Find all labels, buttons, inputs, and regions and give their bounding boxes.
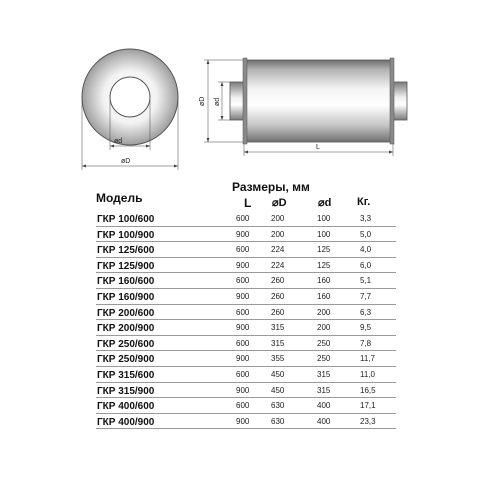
header-model: Модель [96,191,143,205]
header-D: ⌀D [272,197,287,209]
cell-model: ГКР 400/600 [97,401,155,413]
header-d: ⌀d [318,197,332,209]
cell-d: 315 [317,385,331,395]
cell-model: ГКР 315/600 [97,369,155,381]
table-title: Размеры, мм [232,180,310,194]
body [244,60,393,142]
cell-D: 450 [271,385,285,395]
header-L: L [244,196,252,210]
cell-model: ГКР 315/900 [97,385,155,397]
cell-L: 900 [236,354,250,364]
table-row [96,305,396,321]
cell-model: ГКР 100/900 [97,229,155,241]
table-row [96,351,396,367]
cell-D: 224 [271,260,285,270]
front-view [82,49,178,170]
dimensions-table [96,211,396,429]
table-row [96,383,396,399]
cell-L: 900 [236,260,250,270]
cell-L: 900 [236,323,250,333]
cell-model: ГКР 250/600 [97,338,155,350]
side-view [199,58,407,156]
cell-model: ГКР 160/900 [97,291,155,303]
cell-kg: 7,7 [360,291,372,301]
cell-d: 200 [317,307,331,317]
cell-D: 224 [271,245,285,255]
cell-model: ГКР 125/900 [97,260,155,272]
cell-model: ГКР 250/900 [97,354,155,366]
table-row [96,336,396,352]
cell-L: 900 [236,291,250,301]
cell-d: 160 [317,276,331,286]
label-d-front: ød [114,138,123,145]
cell-d: 125 [317,260,331,270]
cell-kg: 16,5 [360,385,376,395]
cell-D: 450 [271,369,285,379]
cell-D: 200 [271,214,285,223]
cell-d: 100 [317,214,331,223]
label-D-front: øD [121,158,131,165]
table-row [96,242,396,258]
cell-D: 260 [271,276,285,286]
cell-L: 900 [236,416,250,426]
cell-L: 900 [236,385,250,395]
cell-d: 400 [317,401,331,411]
left-plate [243,58,247,144]
cell-kg: 11,7 [360,354,375,364]
cell-kg: 4,0 [360,245,372,255]
cell-model: ГКР 200/600 [97,307,155,319]
cell-kg: 11,0 [360,369,375,379]
cell-L: 600 [236,276,250,286]
label-D-side: øD [199,96,206,106]
table-row [96,398,396,414]
cell-L: 900 [236,229,250,239]
cell-kg: 6,3 [360,307,372,317]
cell-D: 260 [271,307,285,317]
cell-model: ГКР 160/600 [97,276,155,288]
table-row [96,414,396,430]
cell-d: 315 [317,369,331,379]
cell-D: 260 [271,291,285,301]
cell-kg: 7,8 [360,338,372,348]
table-row [96,273,396,289]
cell-d: 125 [317,245,331,255]
right-plate [390,58,394,144]
cell-D: 315 [271,338,285,348]
cell-model: ГКР 400/900 [97,416,155,428]
table-row [96,320,396,336]
label-d-side: ød [214,97,221,106]
inner-circle [110,77,150,117]
cell-model: ГКР 125/600 [97,245,155,257]
header-kg: Кг. [357,196,371,208]
table-row [96,258,396,274]
cell-D: 315 [271,323,285,333]
cell-L: 600 [236,214,250,223]
table-row [96,211,396,227]
cell-D: 630 [271,401,285,411]
cell-kg: 23,3 [360,416,376,426]
cell-d: 100 [317,229,331,239]
cell-kg: 5,0 [360,229,372,239]
cell-d: 200 [317,323,331,333]
cell-kg: 17,1 [360,401,376,411]
cell-d: 250 [317,354,331,364]
table-row [96,367,396,383]
cell-model: ГКР 200/900 [97,323,155,335]
right-sleeve [393,82,407,120]
cell-model: ГКР 100/600 [97,214,155,225]
table-row [96,227,396,243]
cell-d: 160 [317,291,331,301]
cell-d: 250 [317,338,331,348]
cell-kg: 5,1 [360,276,372,286]
cell-D: 200 [271,229,285,239]
label-L-side: L [316,144,320,151]
cell-L: 600 [236,401,250,411]
cell-d: 400 [317,416,331,426]
left-sleeve [230,82,244,120]
technical-drawing [0,0,500,180]
cell-L: 600 [236,369,250,379]
cell-L: 600 [236,307,250,317]
cell-kg: 6,0 [360,260,372,270]
cell-L: 600 [236,338,250,348]
cell-D: 630 [271,416,285,426]
cell-L: 600 [236,245,250,255]
cell-kg: 3,3 [360,214,372,223]
table-row [96,289,396,305]
cell-D: 355 [271,354,285,364]
cell-kg: 9,5 [360,323,372,333]
